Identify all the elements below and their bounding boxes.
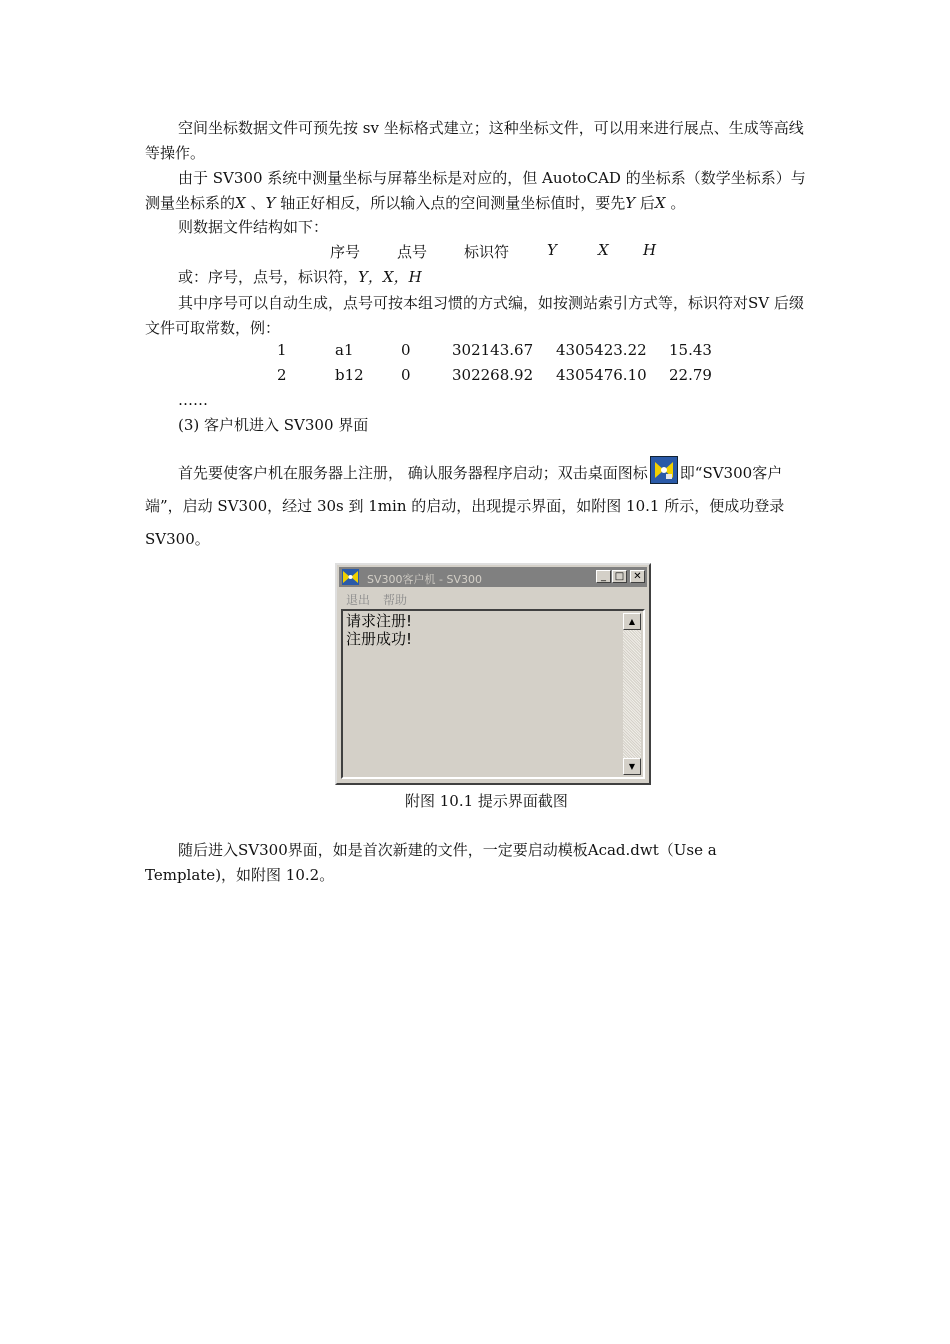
- sv300-app-icon: [342, 569, 359, 585]
- window-title: SV300客户机 - SV300: [367, 573, 482, 586]
- row1-code: 0: [401, 341, 411, 359]
- struct-header-y: Y: [547, 241, 557, 259]
- paragraph-4: [178, 266, 422, 287]
- p6-text-b: 即“SV300: [679, 464, 753, 482]
- p4-math: Y，X，H: [358, 268, 422, 286]
- ellipsis: ……: [178, 391, 208, 409]
- minimize-button[interactable]: _: [596, 570, 611, 583]
- message-line: 请求注册!: [346, 612, 413, 630]
- sv300-client-icon: [650, 456, 678, 484]
- p2-text-b: 、: [250, 194, 266, 212]
- close-button[interactable]: ✕: [630, 570, 645, 583]
- p2-text-a: 由于 SV300 系统中测量坐标与屏幕坐标是对应的，但 AuotoCAD 的坐标系（数学坐标系）与测量坐标系的: [145, 169, 806, 212]
- row2-x: 4305476.10: [556, 366, 647, 384]
- sv300-client-window: [335, 563, 651, 785]
- struct-header-x: X: [598, 241, 609, 259]
- title-bar[interactable]: [339, 567, 647, 587]
- row1-point: a1: [335, 341, 354, 359]
- row1-y: 302143.67: [452, 341, 534, 359]
- scroll-down-button[interactable]: ▼: [623, 758, 641, 775]
- row1-index: 1: [277, 341, 287, 359]
- row2-code: 0: [401, 366, 411, 384]
- p6-text-c: 客户端”，启动 SV300，经过 30s 到 1min 的启动，出现提示界面，如附图 10.1 所示，便成功登录 SV300。: [145, 464, 785, 548]
- menu-bar: [339, 589, 647, 607]
- row2-index: 2: [277, 366, 287, 384]
- paragraph-7: 随后进入SV300界面，如是首次新建的文件，一定要启动模板Acad.dwt（Use a Template)，如附图 10.2。: [145, 841, 717, 884]
- p2-text-e: 。: [670, 194, 686, 212]
- row1-x: 4305423.22: [556, 341, 647, 359]
- figure-caption: 附图 10.1 提示界面截图: [405, 792, 568, 810]
- p2-math-x: X: [235, 194, 246, 212]
- paragraph-5: 其中序号可以自动生成，点号可按本组习惯的方式编，如按测站索引方式等，标识符对SV 后缀文件可取常数，例：: [145, 294, 804, 337]
- menu-help[interactable]: 帮助: [383, 593, 408, 607]
- section-heading: (3) 客户机进入 SV300 界面: [178, 416, 369, 434]
- row2-point: b12: [335, 366, 364, 384]
- p2-math-x2: X: [654, 194, 666, 212]
- message-area[interactable]: [341, 609, 645, 779]
- p6-text-a: 首先要使客户机在服务器上注册， 确认服务器程序启动；双击桌面图标: [178, 464, 648, 482]
- paragraph-2: [145, 166, 807, 216]
- row2-y: 302268.92: [452, 366, 534, 384]
- row1-h: 15.43: [669, 341, 712, 359]
- paragraph-3: 则数据文件结构如下：: [178, 218, 329, 236]
- paragraph-1: 空间坐标数据文件可预先按 sv 坐标格式建立；这种坐标文件，可以用来进行展点、生成等高线等操作。: [145, 119, 804, 162]
- message-list: [346, 612, 412, 648]
- p2-math-y2: Y: [625, 194, 636, 212]
- message-line: 注册成功!: [346, 630, 413, 648]
- struct-header-point: 点号: [397, 243, 428, 261]
- p2-text-d: 后: [639, 194, 655, 212]
- p4-text: 或：序号，点号，标识符，: [178, 268, 359, 286]
- struct-header-h: H: [643, 241, 657, 259]
- struct-header-index: 序号: [330, 243, 361, 261]
- p2-text-c: 轴正好相反，所以输入点的空间测量坐标值时，要先: [280, 194, 626, 212]
- menu-exit[interactable]: 退出: [346, 593, 371, 607]
- vertical-scrollbar[interactable]: [623, 613, 641, 775]
- paragraph-6: [145, 456, 807, 556]
- maximize-button[interactable]: □: [612, 570, 627, 583]
- p2-math-y: Y: [265, 194, 276, 212]
- struct-header-code: 标识符: [464, 243, 510, 261]
- row2-h: 22.79: [669, 366, 712, 384]
- scroll-up-button[interactable]: ▲: [623, 613, 641, 630]
